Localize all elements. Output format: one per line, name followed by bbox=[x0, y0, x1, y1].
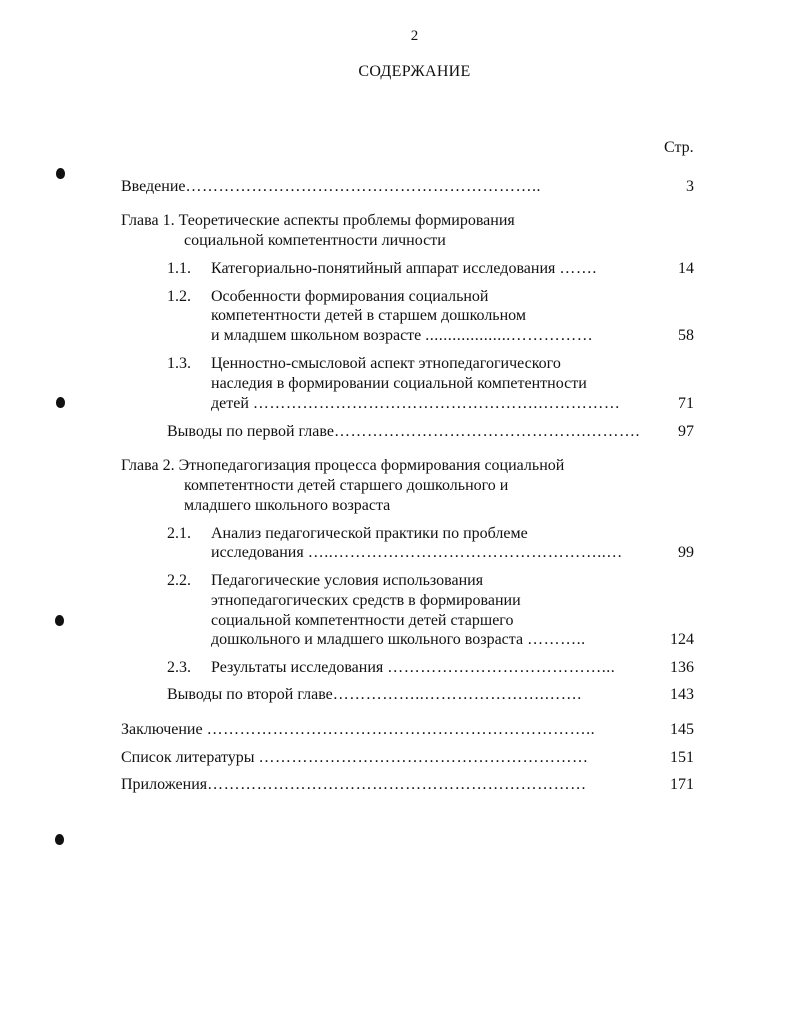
toc-page-number: 97 bbox=[678, 423, 694, 440]
toc-section-number: 1.2. bbox=[167, 288, 191, 305]
toc-entry-chapter-1-conclusions[interactable] bbox=[167, 422, 640, 442]
toc-leader-dots: ……………..………………….……. bbox=[332, 686, 582, 703]
toc-chapter-1-title-cont: социальной компетентности личности bbox=[184, 232, 446, 249]
toc-entry-title: Выводы по второй главе bbox=[167, 686, 333, 703]
toc-entry-title: Категориально-понятийный аппарат исследования bbox=[211, 260, 556, 277]
toc-entry-literature[interactable] bbox=[121, 748, 589, 768]
toc-entry-title: Список литературы bbox=[121, 749, 255, 766]
toc-leader-dots: …..…………………………………………..… bbox=[307, 544, 623, 561]
toc-entry-appendix[interactable] bbox=[121, 775, 587, 795]
toc-chapter-2-title-cont: компетентности детей старшего дошкольного и bbox=[184, 477, 509, 494]
toc-page-number: 3 bbox=[686, 178, 694, 195]
toc-entry-title: Выводы по первой главе bbox=[167, 423, 334, 440]
toc-section-number: 1.1. bbox=[167, 260, 191, 277]
toc-page-number: 171 bbox=[670, 776, 694, 793]
toc-entry-1-2[interactable]: Особенности формирования социальной bbox=[211, 288, 489, 305]
toc-leader-dots: …………………………………………….…………… bbox=[252, 395, 621, 412]
toc-page-number: 99 bbox=[678, 544, 694, 561]
toc-leader-dots: …………………………………... bbox=[387, 659, 616, 676]
binding-hole-mark bbox=[56, 397, 65, 408]
toc-chapter-2-title[interactable]: Глава 2. Этнопедагогизация процесса формирования социальной bbox=[121, 457, 565, 474]
toc-entry-2-1-cont bbox=[211, 543, 623, 563]
toc-page-number: 58 bbox=[678, 327, 694, 344]
toc-section-number: 1.3. bbox=[167, 355, 191, 372]
toc-section-number: 2.2. bbox=[167, 572, 191, 589]
binding-hole-mark bbox=[55, 834, 64, 845]
toc-leader-dots: ……………………………………………………….. bbox=[185, 178, 541, 195]
toc-entry-title: Приложения bbox=[121, 776, 208, 793]
toc-entry-1-2-cont: компетентности детей в старшем дошкольном bbox=[211, 307, 526, 324]
toc-entry-title: дошкольного и младшего школьного возраста bbox=[211, 631, 524, 648]
page-number: 2 bbox=[410, 28, 419, 44]
toc-chapter-2-title-cont: младшего школьного возраста bbox=[184, 497, 391, 514]
toc-leader-dots: …………………………………………………………….. bbox=[206, 721, 596, 738]
toc-leader-dots: ……….. bbox=[527, 631, 586, 648]
toc-entry-1-3-cont bbox=[211, 394, 620, 414]
toc-entry-1-2-cont bbox=[211, 326, 593, 346]
toc-leader-dots: ...................…………… bbox=[425, 327, 594, 344]
toc-entry-title: и младшем школьном возрасте bbox=[211, 327, 422, 344]
toc-entry-1-3-cont: наследия в формировании социальной компетентности bbox=[211, 375, 587, 392]
toc-page-number: 151 bbox=[670, 749, 694, 766]
toc-leader-dots: …………………………………………………… bbox=[258, 749, 589, 766]
binding-hole-mark bbox=[56, 168, 65, 179]
toc-entry-2-1[interactable]: Анализ педагогической практики по проблеме bbox=[211, 525, 528, 542]
toc-leader-dots: ……………………………………….………. bbox=[333, 423, 640, 440]
toc-entry-2-3[interactable] bbox=[211, 658, 615, 678]
page-column-label: Стр. bbox=[664, 139, 694, 156]
toc-page-number: 14 bbox=[678, 260, 694, 277]
toc-entry-2-2[interactable]: Педагогические условия использования bbox=[211, 572, 484, 589]
toc-entry-title: Заключение bbox=[121, 721, 203, 738]
toc-chapter-1-title[interactable]: Глава 1. Теоретические аспекты проблемы формирования bbox=[121, 212, 515, 229]
toc-entry-2-2-cont: социальной компетентности детей старшего bbox=[211, 612, 514, 629]
toc-entry-1-1[interactable] bbox=[211, 259, 597, 279]
toc-entry-chapter-2-conclusions[interactable] bbox=[167, 685, 582, 705]
toc-entry-title: Результаты исследования bbox=[211, 659, 384, 676]
toc-page-number: 143 bbox=[670, 686, 694, 703]
toc-entry-title: исследования bbox=[211, 544, 304, 561]
binding-hole-mark bbox=[55, 615, 64, 626]
toc-entry-1-3[interactable]: Ценностно-смысловой аспект этнопедагогического bbox=[211, 355, 561, 372]
toc-entry-intro[interactable] bbox=[121, 177, 541, 197]
toc-page-number: 136 bbox=[670, 659, 694, 676]
toc-entry-conclusion[interactable] bbox=[121, 720, 595, 740]
toc-section-number: 2.3. bbox=[167, 659, 191, 676]
toc-entry-2-2-cont: этнопедагогических средств в формировании bbox=[211, 592, 521, 609]
toc-page-number: 145 bbox=[670, 721, 694, 738]
toc-page-number: 71 bbox=[678, 395, 694, 412]
toc-section-number: 2.1. bbox=[167, 525, 191, 542]
toc-entry-2-2-cont bbox=[211, 630, 586, 650]
toc-leader-dots: ……. bbox=[559, 260, 597, 277]
toc-entry-title: детей bbox=[211, 395, 249, 412]
toc-entry-title: Введение bbox=[121, 178, 186, 195]
toc-page-number: 124 bbox=[670, 631, 694, 648]
page-title: СОДЕРЖАНИЕ bbox=[358, 63, 471, 80]
toc-leader-dots: …………………………………………………………… bbox=[207, 776, 587, 793]
